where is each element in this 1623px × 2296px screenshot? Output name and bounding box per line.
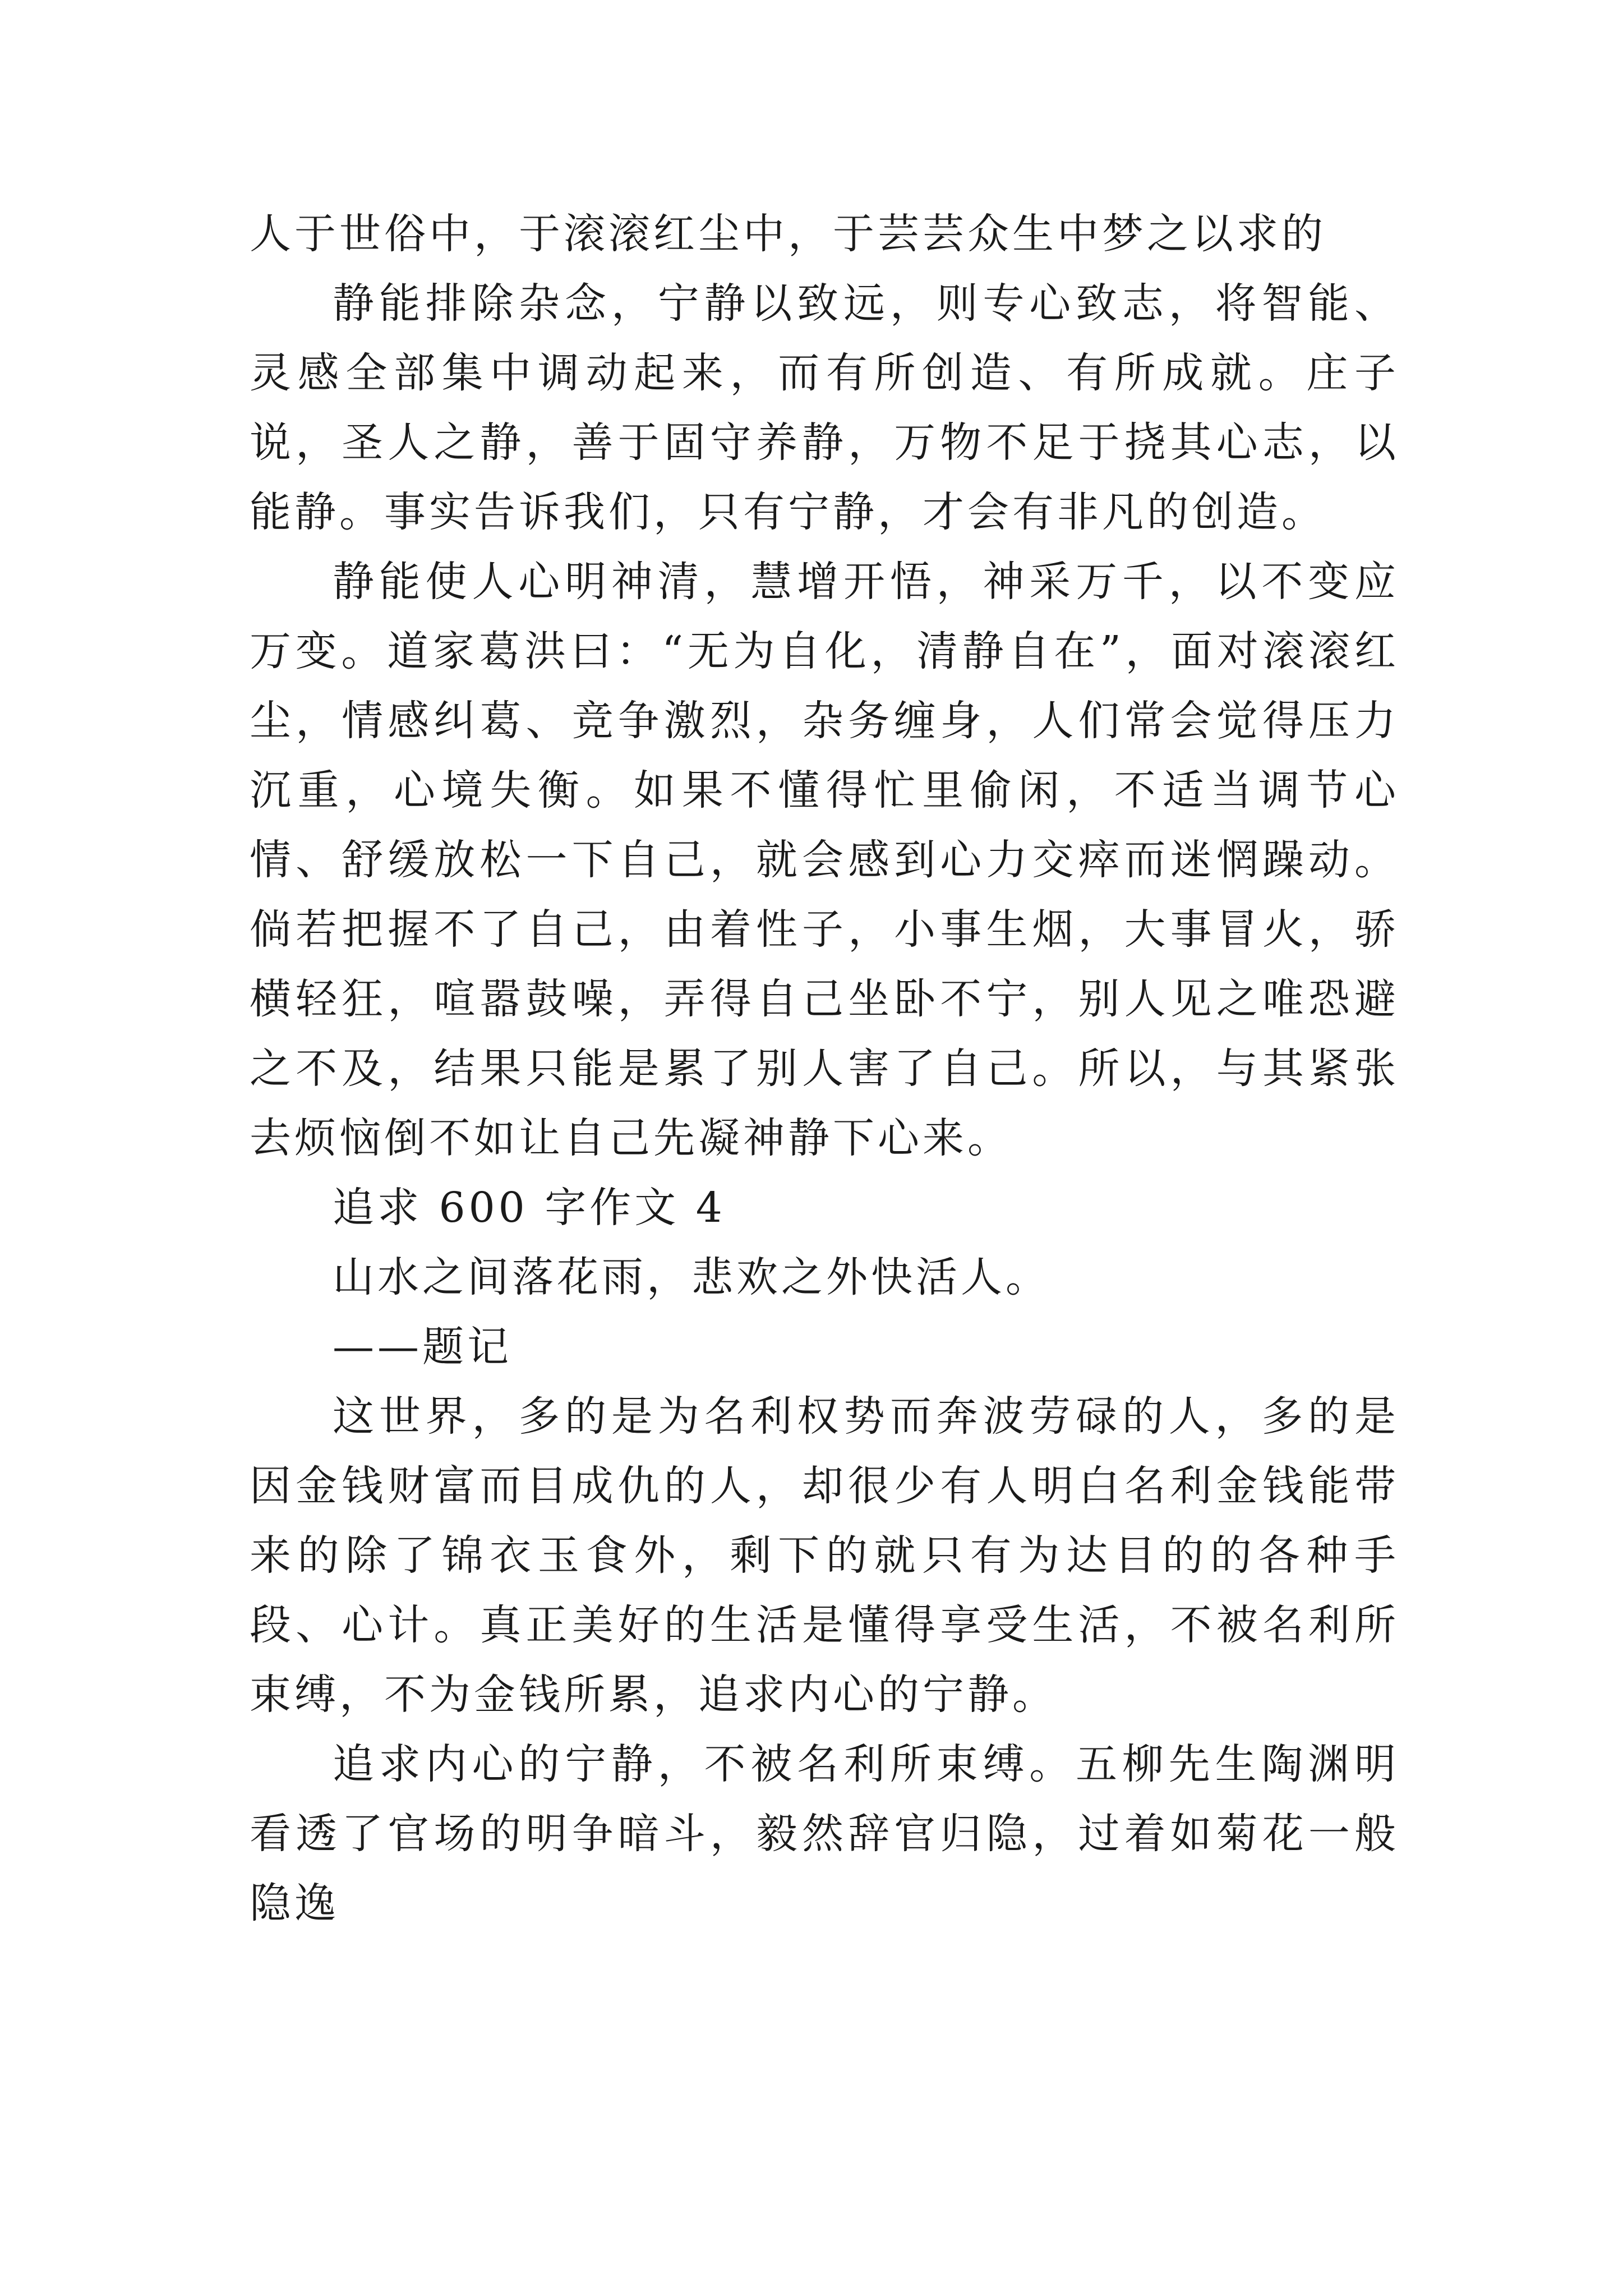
paragraph-4: 这世界，多的是为名利权势而奔波劳碌的人，多的是因金钱财富而目成仇的人，却很少有人明白名利金钱能带来的除了锦衣玉食外，剩下的就只有为达目的的各种手段、心计。真正美好的生活是懂得享受生活，不被名利所束缚，不为金钱所累，追求内心的宁静。: [250, 1392, 1399, 1719]
paragraph-1: 人于世俗中，于滚滚红尘中，于芸芸众生中梦之以求的: [250, 210, 1326, 258]
paragraph-2: 静能排除杂念，宁静以致远，则专心致志，将智能、灵感全部集中调动起来，而有所创造、有所成就。庄子说，圣人之静，善于固守养静，万物不足于挠其心志，以能静。事实告诉我们，只有宁静，才会有非凡的创造。: [250, 279, 1399, 536]
paragraph-5: 追求内心的宁静，不被名利所束缚。五柳先生陶渊明看透了官场的明争暗斗，毅然辞官归隐，过着如菊花一般隐逸: [250, 1740, 1399, 1927]
document-body: [250, 199, 1399, 1938]
epigraph-attribution: ——题记: [333, 1323, 512, 1371]
epigraph: 山水之间落花雨，悲欢之外快活人。: [333, 1253, 1050, 1301]
paragraph-3: 静能使人心明神清，慧增开悟，神采万千，以不变应万变。道家葛洪曰：“无为自化，清静自在”，面对滚滚红尘，情感纠葛、竞争激烈，杂务缠身，人们常会觉得压力沉重，心境失衡。如果不懂得忙里偷闲，不适当调节心情、舒缓放松一下自己，就会感到心力交瘁而迷惘躁动。倘若把握不了自己，由着性子，小事生烟，大事冒火，骄横轻狂，喧嚣鼓噪，弄得自己坐卧不宁，别人见之唯恐避之不及，结果只能是累了别人害了自己。所以，与其紧张去烦恼倒不如让自己先凝神静下心来。: [250, 558, 1399, 1162]
section-heading: 追求 600 字作文 4: [333, 1184, 726, 1232]
